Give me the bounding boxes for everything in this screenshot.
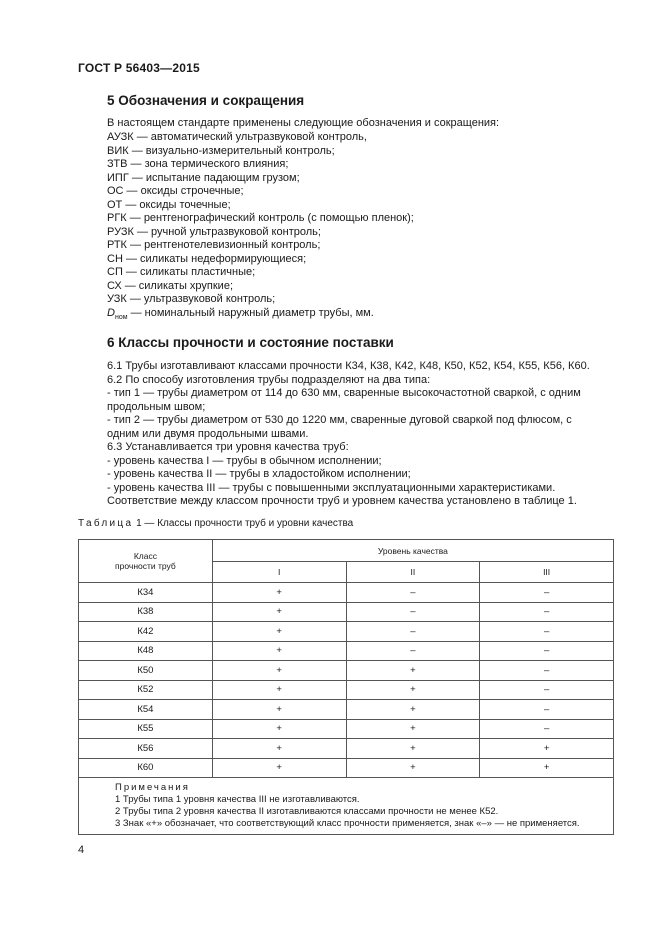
level-cell: – xyxy=(346,602,480,622)
header-level-3: III xyxy=(480,562,614,583)
header-level-2: II xyxy=(346,562,480,583)
class-cell: К56 xyxy=(79,739,213,759)
abbreviation-item: АУЗК — автоматический ультразвуковой контроль, xyxy=(107,131,367,143)
table-row xyxy=(79,758,614,778)
level-cell: – xyxy=(480,719,614,739)
note: 2 Трубы типа 2 уровня качества II изготавливаются классами прочности не менее К52. xyxy=(115,806,499,817)
class-cell: К55 xyxy=(79,719,213,739)
level-cell: + xyxy=(346,661,480,681)
level-cell: – xyxy=(480,700,614,720)
paragraph: - тип 1 — трубы диаметром от 114 до 630 мм, сваренные высокочастотной сваркой, с одним продольным швом; xyxy=(107,387,581,413)
table-row xyxy=(79,739,614,759)
level-cell: – xyxy=(480,622,614,642)
level-cell: + xyxy=(212,641,346,661)
level-cell: + xyxy=(346,700,480,720)
level-cell: – xyxy=(346,641,480,661)
level-cell: – xyxy=(480,602,614,622)
table-row xyxy=(79,602,614,622)
class-cell: К38 xyxy=(79,602,213,622)
paragraph: 6.3 Устанавливается три уровня качества труб: xyxy=(107,441,349,453)
level-cell: + xyxy=(346,739,480,759)
abbreviation-item: ЗТВ — зона термического влияния; xyxy=(107,158,289,170)
table-caption-word: Таблица xyxy=(78,518,134,529)
table-row xyxy=(79,583,614,603)
level-cell: + xyxy=(346,758,480,778)
level-cell: + xyxy=(480,739,614,759)
abbreviation-item: ОС — оксиды строчечные; xyxy=(107,185,244,197)
abbreviation-item: РТК — рентгенотелевизионный контроль; xyxy=(107,239,321,251)
level-cell: + xyxy=(480,758,614,778)
paragraph: - уровень качества I — трубы в обычном исполнении; xyxy=(107,454,382,467)
abbreviation-item: СП — силикаты пластичные; xyxy=(107,266,256,278)
section-6-body xyxy=(78,360,598,509)
level-cell: – xyxy=(480,583,614,603)
level-cell: + xyxy=(212,661,346,681)
paragraph: 6.1 Трубы изготавливают классами прочности К34, К38, К42, К48, К50, К52, К54, К55, К56, К60. xyxy=(107,360,590,372)
class-cell: К54 xyxy=(79,700,213,720)
table-row xyxy=(79,661,614,681)
level-cell: – xyxy=(480,641,614,661)
table-notes xyxy=(79,778,614,835)
abbreviation-item: УЗК — ультразвуковой контроль; xyxy=(107,293,276,305)
header-class-line2: прочности труб xyxy=(115,561,176,571)
dnom-symbol: D xyxy=(107,307,115,319)
class-cell: К60 xyxy=(79,758,213,778)
abbreviation-item: РГК — рентгенографический контроль (с помощью пленок); xyxy=(107,212,414,224)
table-caption-text: 1 — Классы прочности труб и уровни качества xyxy=(133,518,354,529)
abbreviation-item: ОТ — оксиды точечные; xyxy=(107,198,231,211)
table-body xyxy=(79,583,614,778)
level-cell: – xyxy=(480,680,614,700)
table-row xyxy=(79,719,614,739)
section-5-intro: В настоящем стандарте применены следующие обозначения и сокращения: xyxy=(107,117,500,129)
table-row xyxy=(79,700,614,720)
class-cell: К42 xyxy=(79,622,213,642)
level-cell: + xyxy=(212,758,346,778)
section-5-title: 5 Обозначения и сокращения xyxy=(107,93,305,108)
header-level-1: I xyxy=(212,562,346,583)
level-cell: + xyxy=(212,700,346,720)
level-cell: + xyxy=(346,719,480,739)
table-caption xyxy=(78,518,353,529)
abbreviation-item: СХ — силикаты хрупкие; xyxy=(107,279,233,292)
page-number: 4 xyxy=(78,844,85,856)
notes-title: Примечания xyxy=(115,782,190,793)
document-header: ГОСТ Р 56403—2015 xyxy=(78,61,200,75)
note: 3 Знак «+» обозначает, что соответствующий класс прочности применяется, знак «–» — не применяется. xyxy=(115,818,580,829)
class-cell: К48 xyxy=(79,641,213,661)
quality-table xyxy=(78,539,614,835)
paragraph: - уровень качества II — трубы в хладостойком исполнении; xyxy=(107,468,411,480)
level-cell: + xyxy=(212,680,346,700)
table-row xyxy=(79,641,614,661)
level-cell: + xyxy=(212,739,346,759)
abbreviation-item: РУЗК — ручной ультразвуковой контроль; xyxy=(107,225,321,238)
class-cell: К50 xyxy=(79,661,213,681)
level-cell: – xyxy=(346,622,480,642)
table-row xyxy=(79,622,614,642)
level-cell: + xyxy=(212,622,346,642)
note: 1 Трубы типа 1 уровня качества III не изготавливаются. xyxy=(115,794,360,805)
abbreviation-item: ВИК — визуально-измерительный контроль; xyxy=(107,144,335,157)
paragraph: 6.2 По способу изготовления трубы подразделяют на два типа: xyxy=(107,373,431,386)
abbreviation-item: ИПГ — испытание падающим грузом; xyxy=(107,171,300,184)
level-cell: + xyxy=(212,602,346,622)
level-cell: + xyxy=(212,583,346,603)
class-cell: К34 xyxy=(79,583,213,603)
section-6-title: 6 Классы прочности и состояние поставки xyxy=(107,335,394,350)
dnom-text: — номинальный наружный диаметр трубы, мм. xyxy=(127,307,374,319)
abbreviation-item: СН — силикаты недеформирующиеся; xyxy=(107,252,307,265)
abbreviation-dnom xyxy=(107,307,374,324)
level-cell: – xyxy=(480,661,614,681)
dnom-subscript: ном xyxy=(114,314,128,322)
header-class-line1: Класс xyxy=(133,551,157,561)
level-cell: – xyxy=(346,583,480,603)
header-level: Уровень качества xyxy=(212,540,613,562)
header-class xyxy=(79,540,213,583)
level-cell: + xyxy=(346,680,480,700)
table-row xyxy=(79,680,614,700)
class-cell: К52 xyxy=(79,680,213,700)
paragraph: - уровень качества III — трубы с повышенными эксплуатационными характеристиками. xyxy=(107,481,556,494)
paragraph: - тип 2 — трубы диаметром от 530 до 1220 мм, сваренные дуговой сваркой под флюсом, с одним или двумя продольными швами. xyxy=(107,414,572,440)
paragraph: Соответствие между классом прочности труб и уровнем качества установлено в таблице 1. xyxy=(107,495,577,507)
level-cell: + xyxy=(212,719,346,739)
